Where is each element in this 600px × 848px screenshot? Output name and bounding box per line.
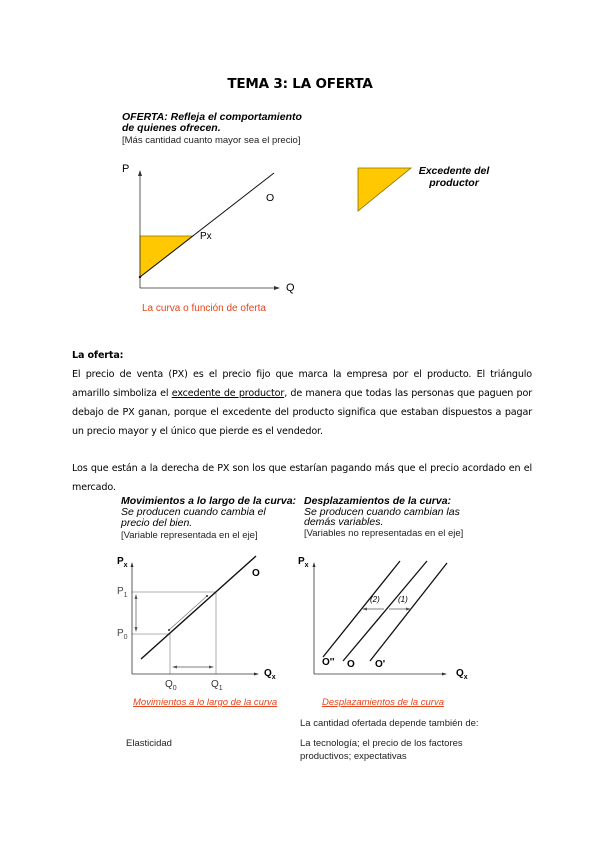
figure2-caption: Movimientos a lo largo de la curva bbox=[133, 697, 278, 708]
legend-label-line2: productor bbox=[429, 177, 479, 189]
axis-label-px: $P_x$ bbox=[117, 556, 128, 569]
supply-curve-o bbox=[343, 561, 427, 661]
shift-label-2: (2) bbox=[370, 595, 380, 604]
axis-label-p: P bbox=[122, 163, 130, 175]
figure2-sub-line1: Se producen cuando cambia el bbox=[121, 506, 266, 518]
axis-label-px: $P_x$ bbox=[298, 556, 309, 569]
figure1-heading-line2: de quienes ofrecen. bbox=[122, 122, 221, 134]
note-supply-factors bbox=[300, 737, 463, 763]
label-p1: $P_1$ bbox=[117, 586, 128, 599]
figure3-heading-title: Desplazamientos de la curva: bbox=[304, 495, 452, 507]
axis-label-qx: $Q_x$ bbox=[456, 668, 468, 681]
label-q0: $Q_0$ bbox=[165, 679, 177, 692]
figure1-heading-line1: OFERTA: Refleja el comportamiento bbox=[122, 111, 302, 123]
curve-label-o: O bbox=[266, 192, 275, 204]
figure2-heading-title: Movimientos a lo largo de la curva: bbox=[121, 495, 297, 507]
curve-label-o: O bbox=[252, 568, 260, 579]
figure2-sub-line2: precio del bien. bbox=[121, 517, 193, 529]
paragraph-1-underlined: excedente de productor bbox=[171, 388, 285, 399]
figure3-sub-line1: Se producen cuando cambian las bbox=[304, 506, 460, 518]
price-label-px: Px bbox=[200, 231, 212, 242]
paragraph-2: Los que están a la derecha de PX son los que estarían pagando más que el precio acordado en el mercado. bbox=[72, 463, 532, 493]
paragraph-1-part2: , de manera que todas las personas que paguen por debajo de PX ganan, porque el excedente del producto significa que estaban dispuestos a pagar un precio mayor y el único que pierde es el vendedor. bbox=[72, 388, 532, 437]
figure3-sub-line2: demás variables. bbox=[304, 516, 384, 528]
curve-label-o-prime: O' bbox=[375, 659, 386, 670]
y-axis-arrow-icon bbox=[313, 562, 316, 567]
note-elasticidad: Elasticidad bbox=[126, 738, 172, 749]
label-q1: $Q_1$ bbox=[211, 679, 223, 692]
curve-label-o-double-prime: O'' bbox=[322, 657, 335, 668]
section-heading: La oferta: bbox=[72, 350, 124, 361]
x-axis-arrow-icon bbox=[442, 673, 447, 676]
legend-label-line1: Excedente del bbox=[418, 165, 490, 177]
paragraph-1-part1: El precio de venta (PX) es el precio fijo que marca la empresa por el producto. El triángulo amarillo simboliza el bbox=[72, 369, 532, 399]
supply-curve-o2 bbox=[323, 561, 400, 657]
axis-label-q: Q bbox=[286, 282, 295, 294]
curve-label-o: O bbox=[347, 659, 355, 670]
note-supply-factors-line2: productivos; expectativas bbox=[300, 751, 407, 762]
axis-label-qx: $Q_x$ bbox=[264, 668, 276, 681]
note-supply-factors-line1: La tecnología; el precio de los factores bbox=[300, 738, 463, 749]
figure3-bracket-note: [Variables no representadas en el eje] bbox=[304, 528, 464, 539]
note-supply-factors-heading: La cantidad ofertada depende también de: bbox=[300, 718, 479, 729]
figure1-bracket-note: [Más cantidad cuanto mayor sea el precio] bbox=[122, 135, 301, 146]
figure2-bracket-note: [Variable representada en el eje] bbox=[121, 530, 258, 541]
figure3-caption: Desplazamientos de la curva bbox=[322, 697, 444, 708]
shift-label-1: (1) bbox=[398, 595, 408, 604]
label-p0: $P_0$ bbox=[117, 628, 128, 641]
page-title: TEMA 3: LA OFERTA bbox=[227, 76, 373, 92]
figure1-caption: La curva o función de oferta bbox=[142, 303, 266, 314]
supply-curve-o1 bbox=[370, 563, 447, 661]
